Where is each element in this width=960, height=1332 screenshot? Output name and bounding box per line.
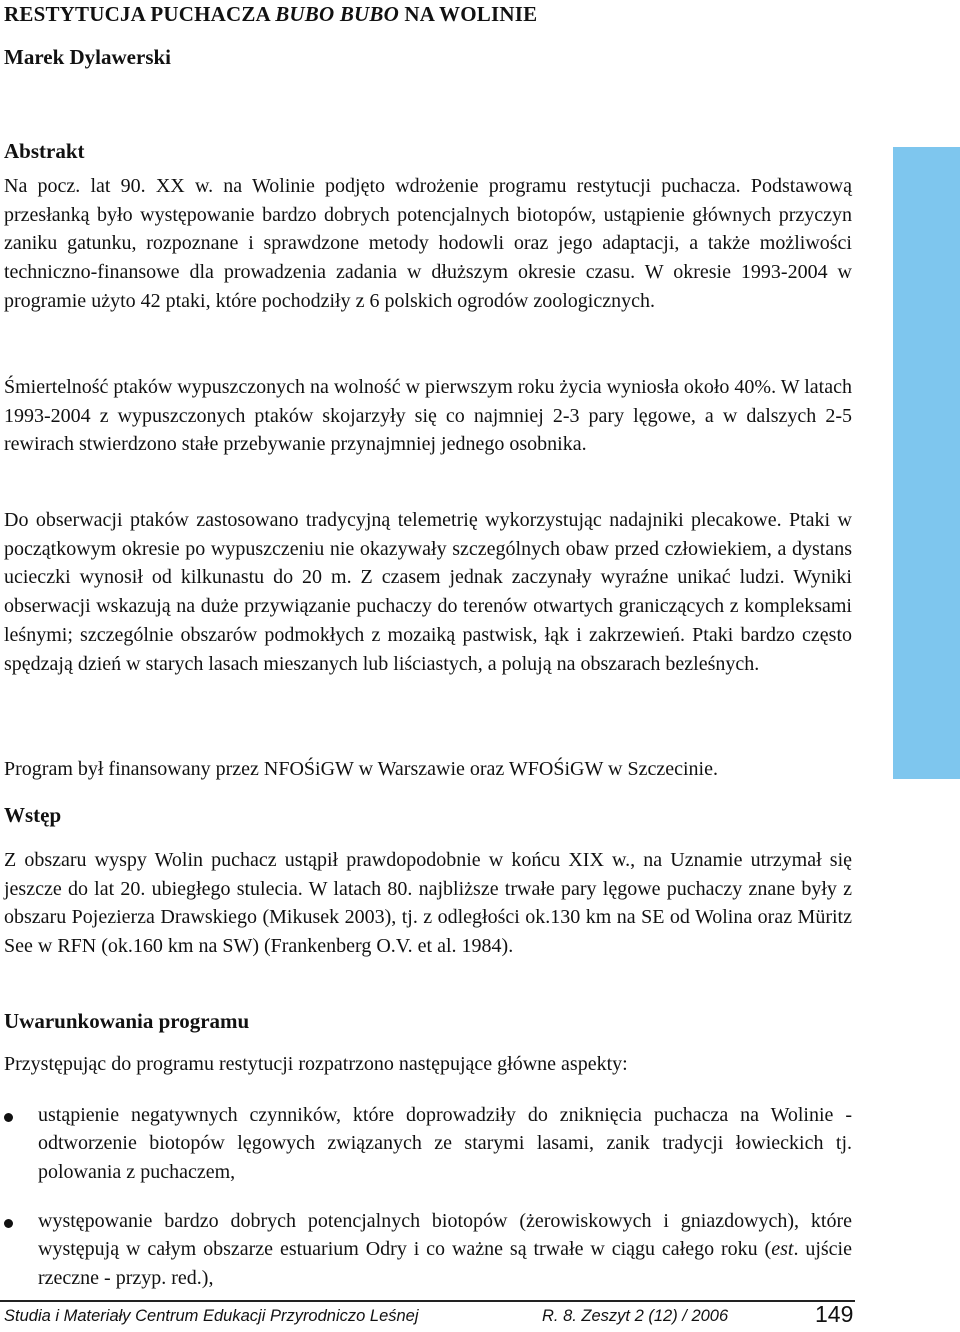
intro-heading: Wstęp	[4, 803, 62, 827]
abstract-paragraph-1: Na pocz. lat 90. XX w. na Wolinie podjęto wdrożenie programu restytucji puchacza. Podstawową przesłanką było występowanie bardzo dobrych potencjalnych biotopów, ustąpienie głównych przyczyn zaniku gatunku, rozpoznane i sprawdzone metody hodowli oraz jego adaptacji, a także możliwości techniczno-finansowe dla prowadzenia zadania w dłuższym okresie czasu. W okresie 1993-2004 w programie użyto 42 ptaki, które pochodziły z 6 polskich ogrodów zoologicznych.	[4, 175, 852, 312]
abstract-paragraph-2: Śmiertelność ptaków wypuszczonych na wolność w pierwszym roku życia wyniosła około 40%. W latach 1993-2004 z wypuszczonych ptaków skojarzyły się co najmniej 2-3 pary lęgowe, a w dalszych 2-5 rewirach stwierdzono stałe przebywanie przynajmniej jednego osobnika.	[4, 376, 852, 456]
bullet-text-1: ustąpienie negatywnych czynników, które doprowadziły do zniknięcia puchacza na Wolinie - odtworzenie biotopów lęgowych związanych ze starymi lasami, zanik tradycji łowieckich tj. polowania z puchaczem,	[38, 1104, 852, 1183]
bullet-text-2-tail: . ujście rzeczne - przyp. red.),	[38, 1238, 852, 1289]
bullet-icon	[4, 1113, 13, 1122]
bullet-text-2-main: występowanie bardzo dobrych potencjalnych biotopów (żerowiskowych i gniazdowych), które występują w całym obszarze estuarium Odry i co ważne są trwałe w ciągu całego roku (	[38, 1210, 852, 1261]
title-species: BUBO BUBO	[275, 2, 399, 26]
abstract-paragraph-3: Do obserwacji ptaków zastosowano tradycyjną telemetrię wykorzystując nadajniki plecakowe. Ptaki w początkowym okresie po wypuszczeniu nie okazywały szczególnych obaw przed człowiekiem, a dystans ucieczki wynosił od kilkunastu do 20 m. Z czasem jednak zaczynały wyraźne unikać ludzi. Wyniki obserwacji wskazują na duże przywiązanie puchaczy do terenów otwartych graniczących z kompleksami leśnymi; szczególnie obszarów podmokłych z mozaiką pastwisk, łąk i zakrzewień. Ptaki bardzo często spędzają dzień w starych lasach mieszanych lub liściastych, a polują na obszarach bezleśnych.	[4, 509, 852, 675]
abstract-paragraph-4: Program był finansowany przez NFOŚiGW w Warszawie oraz WFOŚiGW w Szczecinie.	[4, 758, 718, 780]
author-name: Marek Dylawerski	[4, 45, 172, 69]
footer-journal-name: Studia i Materiały Centrum Edukacji Przyrodniczo Leśnej	[4, 1307, 419, 1325]
bullet-text-2	[38, 1207, 852, 1292]
footer-divider	[0, 1300, 855, 1302]
article-title	[4, 2, 537, 27]
conditions-heading: Uwarunkowania programu	[4, 1009, 250, 1033]
sidebar-accent-bar	[893, 147, 960, 779]
abstract-heading: Abstrakt	[4, 139, 85, 163]
footer-issue-info: R. 8. Zeszyt 2 (12) / 2006	[542, 1307, 729, 1325]
title-suffix: NA WOLINIE	[398, 2, 538, 26]
title-prefix: RESTYTUCJA PUCHACZA	[4, 2, 276, 26]
page-number: 149	[815, 1301, 854, 1327]
bullet-icon	[4, 1219, 13, 1228]
conditions-paragraph: Przystępując do programu restytucji rozpatrzono następujące główne aspekty:	[4, 1053, 628, 1075]
bullet-text-2-est: est	[771, 1238, 794, 1261]
intro-paragraph: Z obszaru wyspy Wolin puchacz ustąpił prawdopodobnie w końcu XIX w., na Uznamie utrzymał się jeszcze do lat 20. ubiegłego stulecia. W latach 80. najbliższe trwałe pary lęgowe puchaczy znane były z obszaru Pojezierza Drawskiego (Mikusek 2003), tj. z odległości ok.130 km na SE od Wolina oraz Müritz See w RFN (ok.160 km na SW) (Frankenberg O.V. et al. 1984).	[4, 849, 852, 957]
